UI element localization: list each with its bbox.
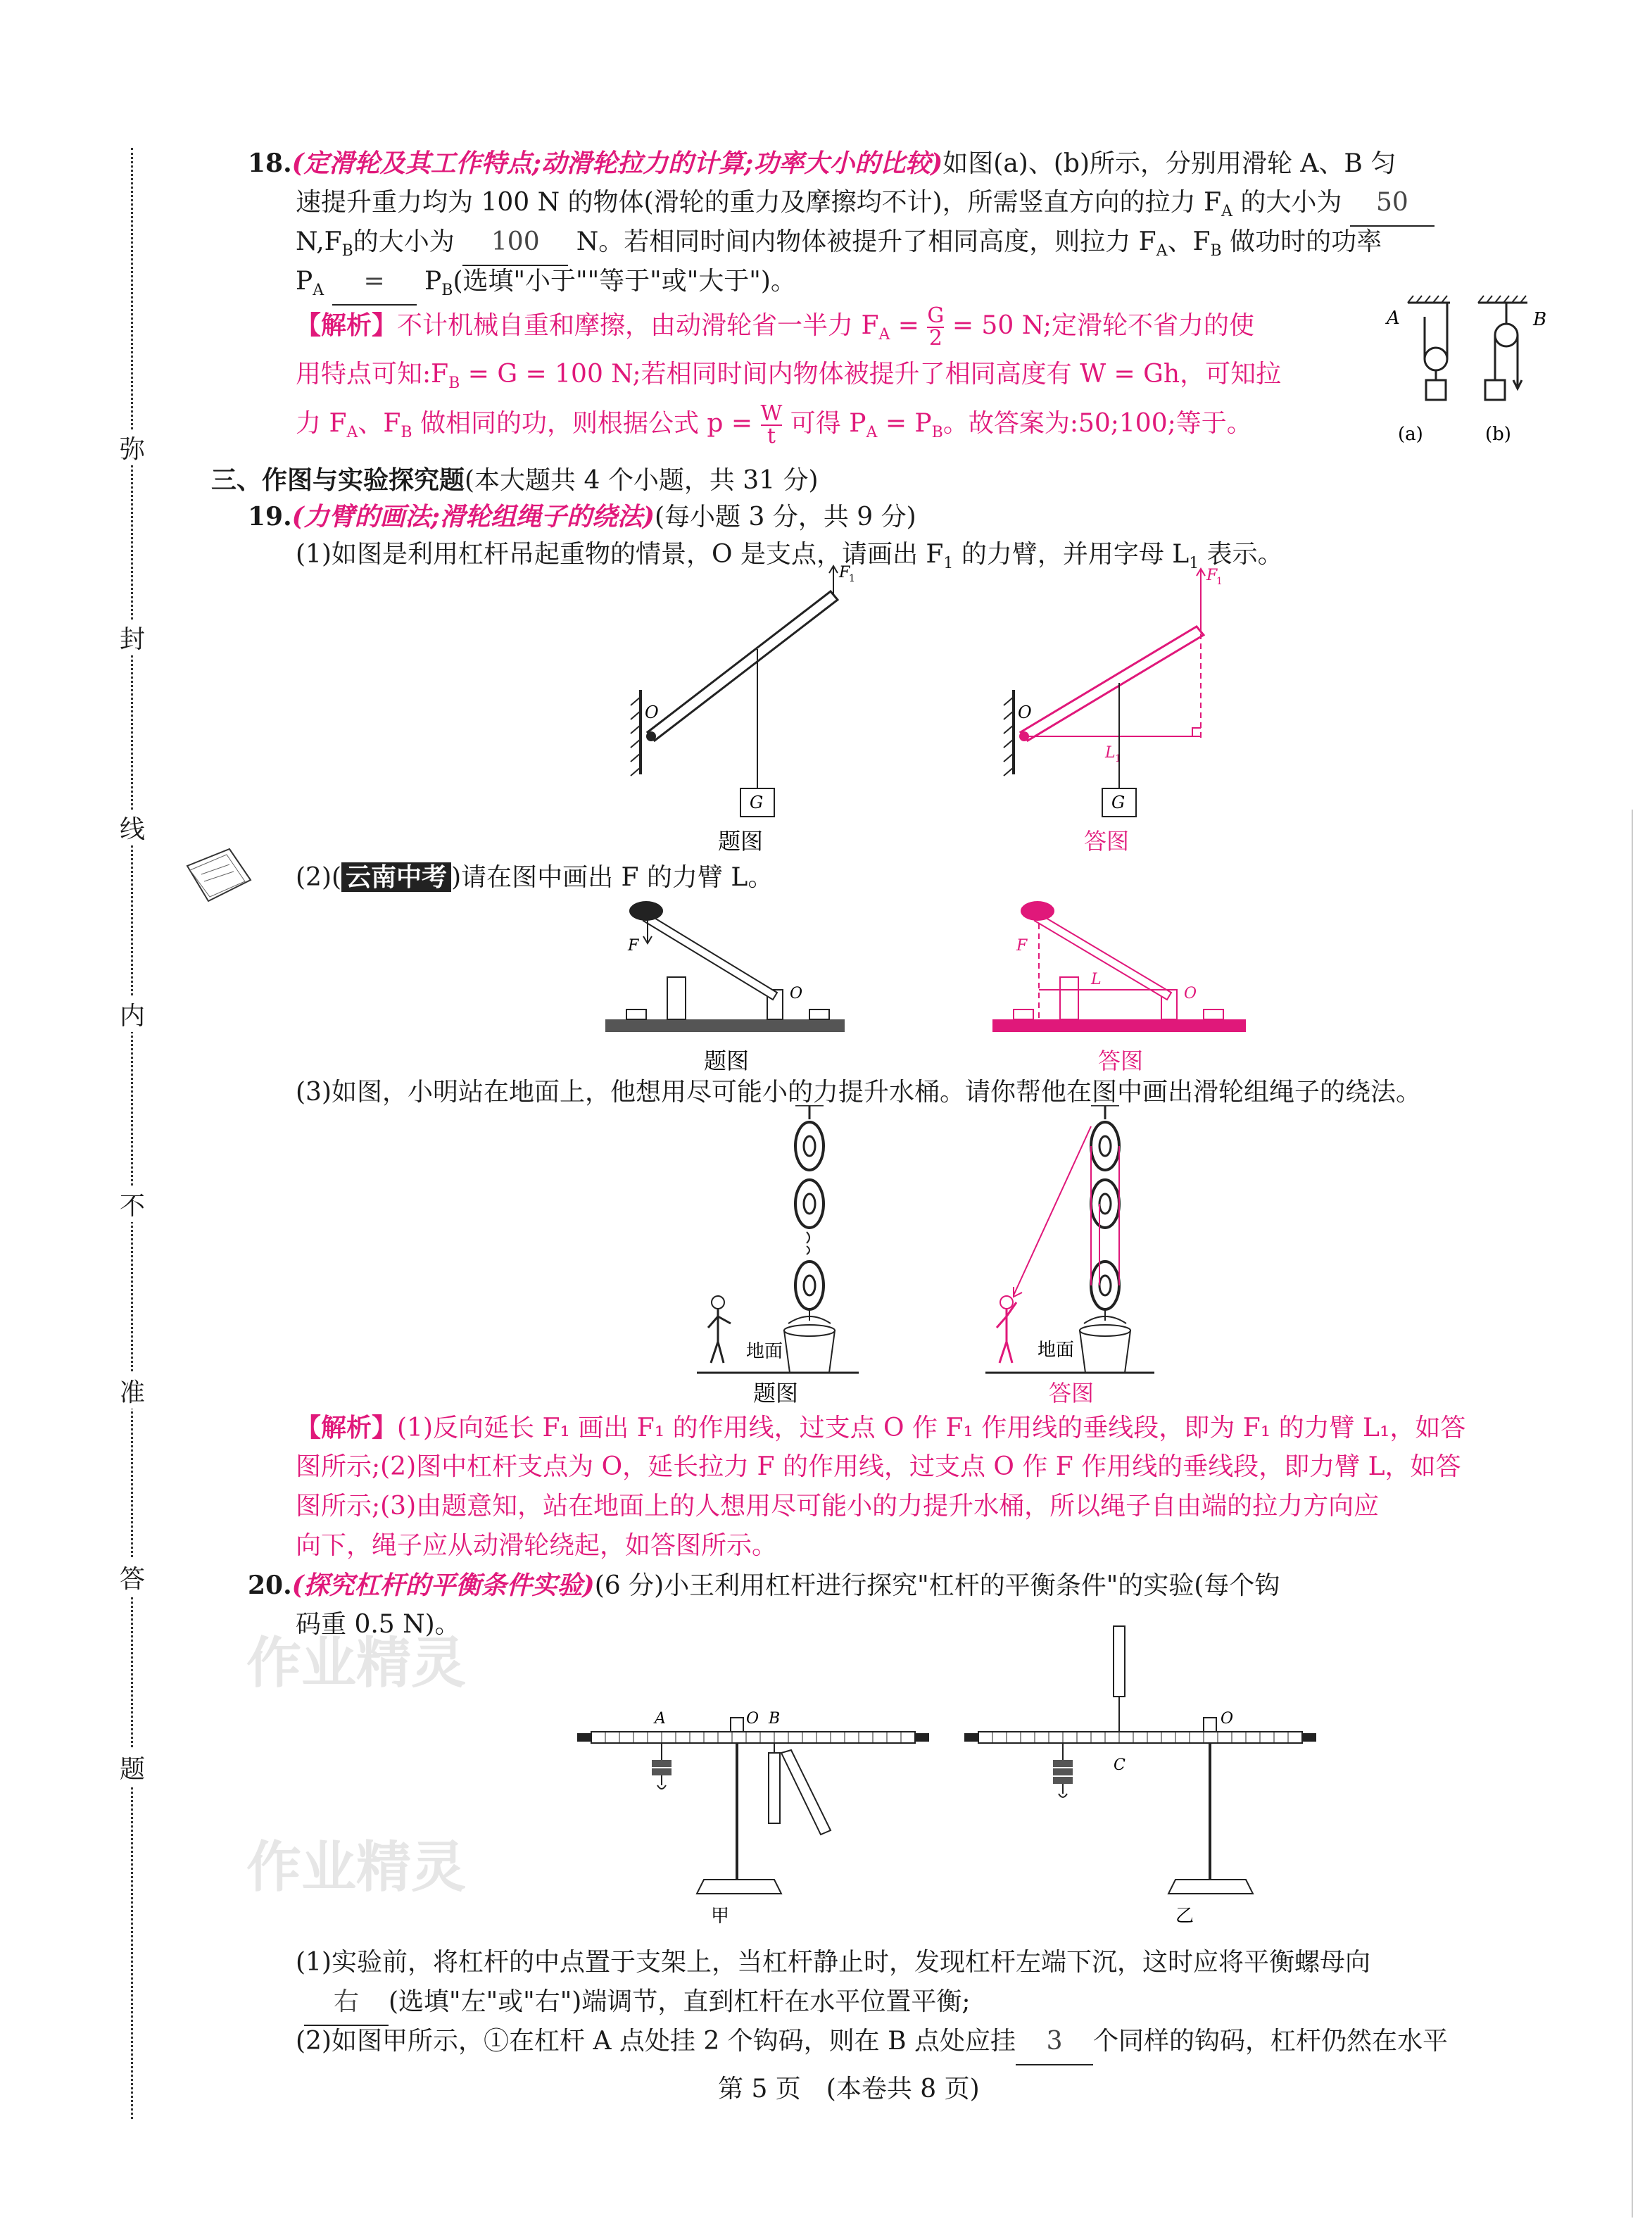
q18-sol1b: = 50 N;定滑轮不省力的使 (952, 311, 1255, 340)
fig-b-caption: (b) (1485, 424, 1511, 445)
q20-s2a: (2)如图甲所示，①在杠杆 A 点处挂 2 个钩码，则在 B 点处应挂 (296, 2027, 1016, 2056)
binding-char-1: 弥 (120, 429, 145, 465)
svg-text:B: B (769, 1710, 781, 1728)
q19-tag: (力臂的画法;滑轮组绳子的绕法) (291, 502, 655, 531)
binding-char-7: 答 (120, 1559, 145, 1595)
q18-text3d: 、F (1167, 227, 1211, 256)
fig-jia-caption: 甲 (711, 1906, 730, 1927)
q19-number: 19. (248, 502, 292, 531)
q18-sol3c: 做相同的功，则根据公式 p = (420, 409, 753, 438)
q19-3-caption-question: 题图 (753, 1380, 799, 1407)
binding-char-6: 准 (120, 1373, 145, 1409)
pulley-b-letter: B (1533, 309, 1547, 330)
q19-3-caption-answer: 答图 (1049, 1380, 1095, 1407)
svg-text:F: F (1016, 937, 1028, 955)
binding-char-2: 封 (120, 619, 145, 655)
q18-sol1: 不计机械自重和摩擦，由动滑轮省一半力 F (397, 311, 879, 340)
q19-2-caption-answer: 答图 (1098, 1048, 1144, 1074)
q18-text3e: 做功时的功率 (1230, 227, 1382, 256)
q19-p1-text: (1)如图是利用杠杆吊起重物的情景，O 是支点，请画出 F (296, 540, 944, 569)
q19-sol1: (1)反向延长 F₁ 画出 F₁ 的作用线，过支点 O 作 F₁ 作用线的垂线段，即为 F₁ 的力臂 L₁，如答 (397, 1414, 1466, 1442)
q20-sub1-line1: (1)实验前，将杠杆的中点置于支架上，当杠杆静止时，发现杠杆左端下沉，这时应将平衡螺母向 (296, 1948, 1370, 1977)
q20-answer-2: 3 (1016, 2019, 1093, 2065)
q18-sol2b: = G = 100 N;若相同时间内物体被提升了相同高度有 W = Gh，可知拉 (467, 360, 1282, 389)
section-3-note: (本大题共 4 个小题，共 31 分) (465, 466, 819, 495)
svg-text:G: G (1111, 793, 1125, 812)
q19-part3: (3)如图，小明站在地面上，他想用尽可能小的力提升水桶。请你帮他在图中画出滑轮组绳子的绕法。 (296, 1078, 1421, 1107)
q18-text4a: P (296, 267, 313, 296)
svg-text:L: L (1091, 971, 1102, 988)
svg-text:O: O (1221, 1710, 1234, 1728)
q19-solution-3: 图所示;(3)由题意知，站在地面上的人想用尽可能小的力提升水桶，所以绳子自由端的拉力方向应 (296, 1492, 1380, 1521)
q19-p2a: (2)( (296, 863, 342, 892)
q20-sub2-line1 (296, 2019, 1448, 2065)
q18-text4c: (选填"小于""等于"或"大于")。 (453, 267, 796, 296)
q18-text2: 速提升重力均为 100 N 的物体(滑轮的重力及摩擦均不计)，所需竖直方向的拉力 F (296, 188, 1222, 217)
q18-line2: 速提升重力均为 100 N 的物体(滑轮的重力及摩擦均不计)，所需竖直方向的拉力 $F_A$ 的大小为 50 (296, 180, 1435, 234)
svg-text:O: O (790, 985, 803, 1002)
q18-solution-1: 【解析】不计机械自重和摩擦，由动滑轮省一半力 $F_A$ = $\frac{G}{2}$ = 50 N;定滑轮不省力的使 (296, 303, 1255, 351)
q19-solution-4: 向下，绳子应从动滑轮绕起，如答图所示。 (296, 1531, 778, 1560)
q19-1-caption-answer: 答图 (1084, 828, 1130, 855)
q20-tag: (探究杠杆的平衡条件实验) (291, 1571, 595, 1600)
q19-3-answer-figure (985, 1105, 1183, 1408)
q18-text2b: 的大小为 (1240, 188, 1342, 217)
q19-2-answer-figure (992, 893, 1253, 1083)
q19-3-ground-label-q: 地面 (746, 1341, 783, 1362)
yunnan-exam-stamp: 云南中考 (341, 862, 451, 892)
q18-line3: $N,F_B$的大小为 100 N。若相同时间内物体被提升了相同高度，则拉力 $F_A$、$F_B$ 做功时的功率 (296, 220, 1382, 274)
q19-2-caption-question: 题图 (704, 1048, 750, 1074)
q20-jia-lever (577, 1710, 929, 1927)
q18-answer-1: 50 (1350, 180, 1435, 227)
q20-line2: 码重 0.5 N)。 (296, 1610, 460, 1639)
q18-tag: (定滑轮及其工作特点;动滑轮拉力的计算;功率大小的比较) (291, 149, 943, 178)
q18-text4b: P (424, 267, 442, 296)
svg-text:O: O (1018, 703, 1032, 722)
q18-solution-2: 用特点可知$:F_B = G = 100$ N;若相同时间内物体被提升了相同高度有 W = Gh，可知拉 (296, 360, 1282, 393)
q20-number: 20. (248, 1571, 292, 1600)
svg-text:1: 1 (1216, 576, 1223, 587)
q18-line4: $P_A = P_B$(选填"小于""等于"或"大于")。 (296, 259, 796, 313)
svg-text:L: L (1105, 744, 1116, 762)
q19-lever-question-figure (619, 563, 873, 859)
q18-solution-3: 力 $F_A$、$F_B$ 做相同的功，则根据公式 p = $\frac{W}{t}$ 可得 $P_A = P_B$。故答案为:50;100;等于。 (296, 401, 1252, 448)
q18-sol3: 力 F (296, 409, 347, 438)
q18-pulley-figure (1380, 282, 1563, 451)
svg-text:1: 1 (1115, 753, 1121, 765)
q19-p2b: )请在图中画出 F 的力臂 L。 (451, 863, 774, 892)
q20-text1: (6 分)小王利用杠杆进行探究"杠杆的平衡条件"的实验(每个钩 (594, 1571, 1280, 1600)
q19-2-question-figure (605, 893, 866, 1083)
svg-text:F: F (839, 564, 850, 581)
q19-lever-answer-figure (992, 563, 1246, 859)
binding-char-5: 不 (120, 1186, 145, 1222)
workbook-icon (180, 845, 258, 908)
q18-sol3b: 、F (358, 409, 401, 438)
binding-char-8: 题 (120, 1749, 145, 1785)
svg-text:O: O (746, 1710, 759, 1728)
pulley-a-letter: A (1387, 308, 1400, 329)
svg-text:F: F (628, 937, 639, 955)
q18-number: 18. (248, 149, 292, 178)
q20-s1b: (选填"左"或"右")端调节，直到杠杆在水平位置平衡; (389, 1987, 971, 2016)
right-edge-line (1632, 810, 1633, 2218)
q18-answer-3: = (332, 259, 417, 306)
fig-yi-caption: 乙 (1175, 1906, 1194, 1927)
pulley-b-diagram (1478, 296, 1527, 400)
q19-1-caption-question: 题图 (718, 828, 764, 855)
watermark-1: 作业精灵 (246, 1631, 467, 1695)
q19-3-ground-label-a: 地面 (1038, 1340, 1075, 1361)
svg-text:G: G (750, 793, 764, 812)
q19-p1b-text: 的力臂，并用字母 L (961, 540, 1190, 569)
svg-text:A: A (655, 1710, 666, 1728)
q18-text1: 如图(a)、(b)所示，分别用滑轮 A、B 匀 (942, 149, 1396, 178)
q18-text3b: 的大小为 (353, 227, 455, 256)
q19-sol-label: 【解析】 (296, 1413, 398, 1442)
binding-char-3: 线 (120, 810, 145, 845)
q19-solution-2: 图所示;(2)图中杠杆支点为 O，延长拉力 F 的作用线，过支点 O 作 F 作用线的垂线段，即力臂 L，如答 (296, 1452, 1461, 1481)
svg-text:C: C (1114, 1756, 1125, 1774)
fig-a-caption: (a) (1398, 424, 1423, 445)
q18-sol3f: 。故答案为:50;100;等于。 (942, 409, 1252, 438)
page-footer: 第 5 页 (本卷共 8 页) (718, 2075, 980, 2103)
q18-sol3d: 可得 P (790, 409, 866, 438)
q18-text3c: N。若相同时间内物体被提升了相同高度，则拉力 F (576, 227, 1156, 256)
q18-sol2: 用特点可知:F (296, 360, 449, 389)
q18-answer-2: 100 (462, 220, 568, 266)
svg-text:O: O (1184, 985, 1197, 1002)
q19-part1: (1)如图是利用杠杆吊起重物的情景，O 是支点，请画出 $F_1$ 的力臂，并用字母 $L_1$ 表示。 (296, 540, 1283, 573)
q20-answer-1: 右 (304, 1980, 389, 2026)
q18-sol-label: 【解析】 (296, 310, 398, 340)
section-3-title: 三、作图与实验探究题 (211, 465, 465, 495)
q19-3-question-figure (697, 1105, 880, 1408)
q18-sol3e: = P (885, 409, 932, 438)
svg-text:1: 1 (849, 573, 855, 584)
watermark-2: 作业精灵 (246, 1835, 467, 1899)
q20-s2b: 个同样的钩码，杠杆仍然在水平 (1093, 2027, 1449, 2056)
svg-text:O: O (645, 703, 659, 722)
q18-text3a: N,F (296, 227, 342, 256)
q20-lever-experiment-figure (570, 1619, 1316, 1929)
q19-score: (每小题 3 分，共 9 分) (655, 503, 916, 531)
pulley-a-diagram (1408, 296, 1450, 400)
binding-char-4: 内 (120, 996, 145, 1032)
svg-text:F: F (1206, 567, 1218, 584)
q20-yi-lever (964, 1626, 1316, 1927)
q19-p1c-text: 表示。 (1206, 540, 1283, 569)
